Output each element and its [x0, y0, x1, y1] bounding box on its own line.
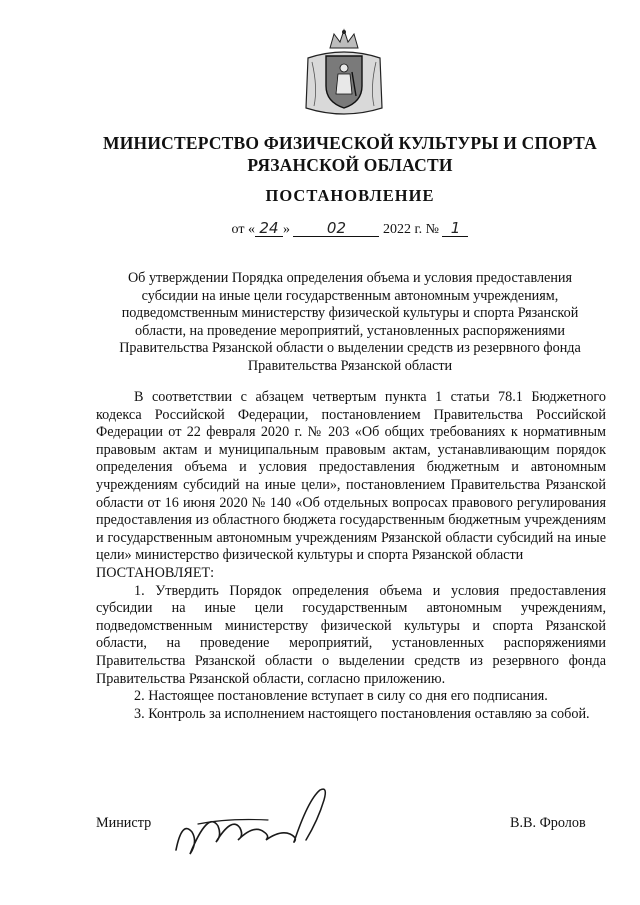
- title-line: субсидии на иные цели государственным автономным учреждениям,: [141, 287, 559, 304]
- title-line: Правительства Рязанской области о выделении средств из резервного фонда: [119, 340, 581, 357]
- date-number-line: [200, 220, 500, 238]
- date-month: 02: [293, 220, 379, 237]
- resolves-heading: ПОСТАНОВЛЯЕТ:: [96, 564, 215, 581]
- signer-position: Министр: [96, 815, 152, 831]
- title-line: области, на проведение мероприятий, установленных распоряжениями: [135, 322, 565, 339]
- item-3-paragraph: 3. Контроль за исполнением настоящего постановления оставляю за собой.: [134, 705, 590, 722]
- date-day: 24: [255, 220, 283, 237]
- signer-name: В.В. Фролов: [510, 815, 586, 831]
- preamble-paragraph: В соответствии с абзацем четвертым пункта 1 статьи 78.1 Бюджетного кодекса Российской Федерации, постановлением Правительства Российской Федерации от 22 февраля 2020 г. № 203 «Об общих требованиях к нормативным правовым актам и муниципальным правовым актам, устанавливающим порядок определения объема и условия предоставления бюджетным и автономным учреждениям субсидий на иные цели», постановлением Правительства Рязанской области от 16 июня 2020 № 140 «Об отдельных вопросах правового регулирования предоставления из областного бюджета государственным бюджетным учреждениям и государственным автономным учреждениям Рязанской области субсидий на иные цели» министерство физической культуры и спорта Рязанской области: [96, 389, 606, 564]
- title-line: подведомственным министерству физической культуры и спорта Рязанской: [121, 305, 579, 322]
- date-prefix: от «: [231, 222, 255, 237]
- item-1-paragraph: 1. Утвердить Порядок определения объема и условия предоставления субсидии на иные цели государственным автономным учреждениям, подведомственным министерству физической культуры и спорта Рязанской области, на проведение мероприятий, установленных распоряжениями Правительства Рязанской области о выделении средств из резервного фонда Правительства Рязанской области, согласно приложению.: [96, 582, 606, 687]
- document-title: [96, 270, 604, 376]
- item-2-paragraph: 2. Настоящее постановление вступает в силу со дня его подписания.: [134, 688, 548, 705]
- document-number: 1: [442, 220, 468, 237]
- title-line: Правительства Рязанской области: [247, 357, 453, 374]
- ministry-name-line2: РЯЗАНСКОЙ ОБЛАСТИ: [247, 155, 453, 175]
- ryazan-coat-of-arms-icon: [298, 28, 390, 120]
- ministry-name-line1: МИНИСТЕРСТВО ФИЗИЧЕСКОЙ КУЛЬТУРЫ И СПОРТА: [102, 133, 598, 153]
- ministry-name: [70, 132, 630, 176]
- date-year-text: 2022 г. №: [382, 222, 439, 237]
- date-mid: »: [282, 222, 290, 237]
- document-body: [96, 389, 606, 723]
- handwritten-signature: [168, 780, 338, 860]
- title-line: Об утверждении Порядка определения объема и условия предоставления: [127, 270, 573, 286]
- document-type: ПОСТАНОВЛЕНИЕ: [265, 186, 435, 205]
